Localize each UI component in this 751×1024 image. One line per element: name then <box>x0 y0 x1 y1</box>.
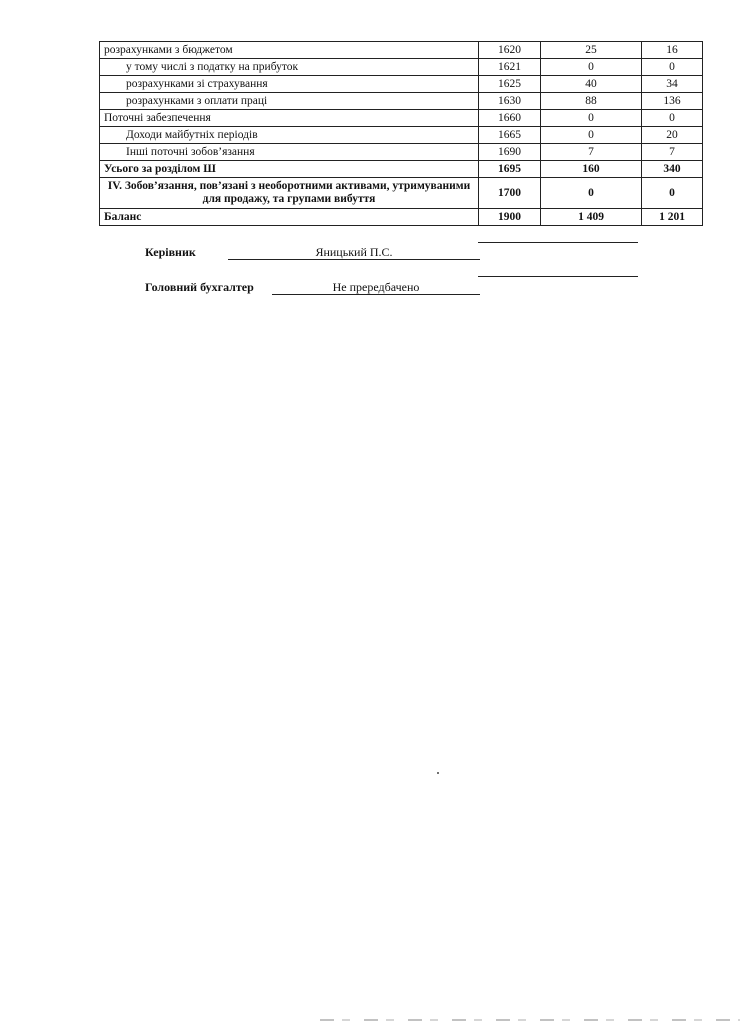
balance-table <box>99 41 703 226</box>
row-end-value: 136 <box>642 93 703 110</box>
table-row-subtotal <box>100 161 703 178</box>
signature-line <box>478 242 638 243</box>
row-label: розрахунками зі страхування <box>100 76 479 93</box>
table-row <box>100 127 703 144</box>
row-code: 1700 <box>479 178 541 209</box>
table-row-balance <box>100 209 703 226</box>
row-label: IV. Зобов’язання, пов’язані з необоротними активами, утримуваними для продажу, та групами вибуття <box>100 178 479 209</box>
row-label: Доходи майбутніх періодів <box>100 127 479 144</box>
row-code: 1900 <box>479 209 541 226</box>
row-code: 1665 <box>479 127 541 144</box>
row-label: у тому числі з податку на прибуток <box>100 59 479 76</box>
row-end-value: 20 <box>642 127 703 144</box>
table-row <box>100 110 703 127</box>
director-role-label: Керівник <box>145 245 196 259</box>
row-code: 1625 <box>479 76 541 93</box>
row-start-value: 0 <box>541 127 642 144</box>
row-label: Поточні забезпечення <box>100 110 479 127</box>
table-row <box>100 144 703 161</box>
row-end-value: 34 <box>642 76 703 93</box>
row-code: 1690 <box>479 144 541 161</box>
row-code: 1695 <box>479 161 541 178</box>
scan-noise <box>320 1019 740 1021</box>
row-label: Усього за розділом Ш <box>100 161 479 178</box>
row-start-value: 0 <box>541 178 642 209</box>
row-end-value: 16 <box>642 42 703 59</box>
row-end-value: 0 <box>642 110 703 127</box>
accountant-name: Не прередбачено <box>272 280 480 295</box>
row-start-value: 0 <box>541 59 642 76</box>
table-row <box>100 76 703 93</box>
row-end-value: 0 <box>642 178 703 209</box>
row-start-value: 7 <box>541 144 642 161</box>
row-code: 1621 <box>479 59 541 76</box>
signature-line <box>478 276 638 277</box>
accountant-role-label: Головний бухгалтер <box>145 280 254 294</box>
row-start-value: 40 <box>541 76 642 93</box>
row-code: 1620 <box>479 42 541 59</box>
table-row <box>100 59 703 76</box>
row-label: розрахунками з оплати праці <box>100 93 479 110</box>
row-end-value: 340 <box>642 161 703 178</box>
scan-speck <box>437 772 439 774</box>
table-row <box>100 42 703 59</box>
accountant-signature-row <box>145 280 480 295</box>
row-start-value: 0 <box>541 110 642 127</box>
director-signature-row <box>145 245 480 260</box>
row-label: Інші поточні зобов’язання <box>100 144 479 161</box>
row-end-value: 7 <box>642 144 703 161</box>
table-row-section-iv <box>100 178 703 209</box>
director-name: Яницький П.С. <box>228 245 480 260</box>
row-code: 1660 <box>479 110 541 127</box>
row-end-value: 1 201 <box>642 209 703 226</box>
row-start-value: 88 <box>541 93 642 110</box>
table-row <box>100 93 703 110</box>
row-label: розрахунками з бюджетом <box>100 42 479 59</box>
row-start-value: 25 <box>541 42 642 59</box>
row-label: Баланс <box>100 209 479 226</box>
row-code: 1630 <box>479 93 541 110</box>
row-start-value: 1 409 <box>541 209 642 226</box>
row-start-value: 160 <box>541 161 642 178</box>
row-end-value: 0 <box>642 59 703 76</box>
